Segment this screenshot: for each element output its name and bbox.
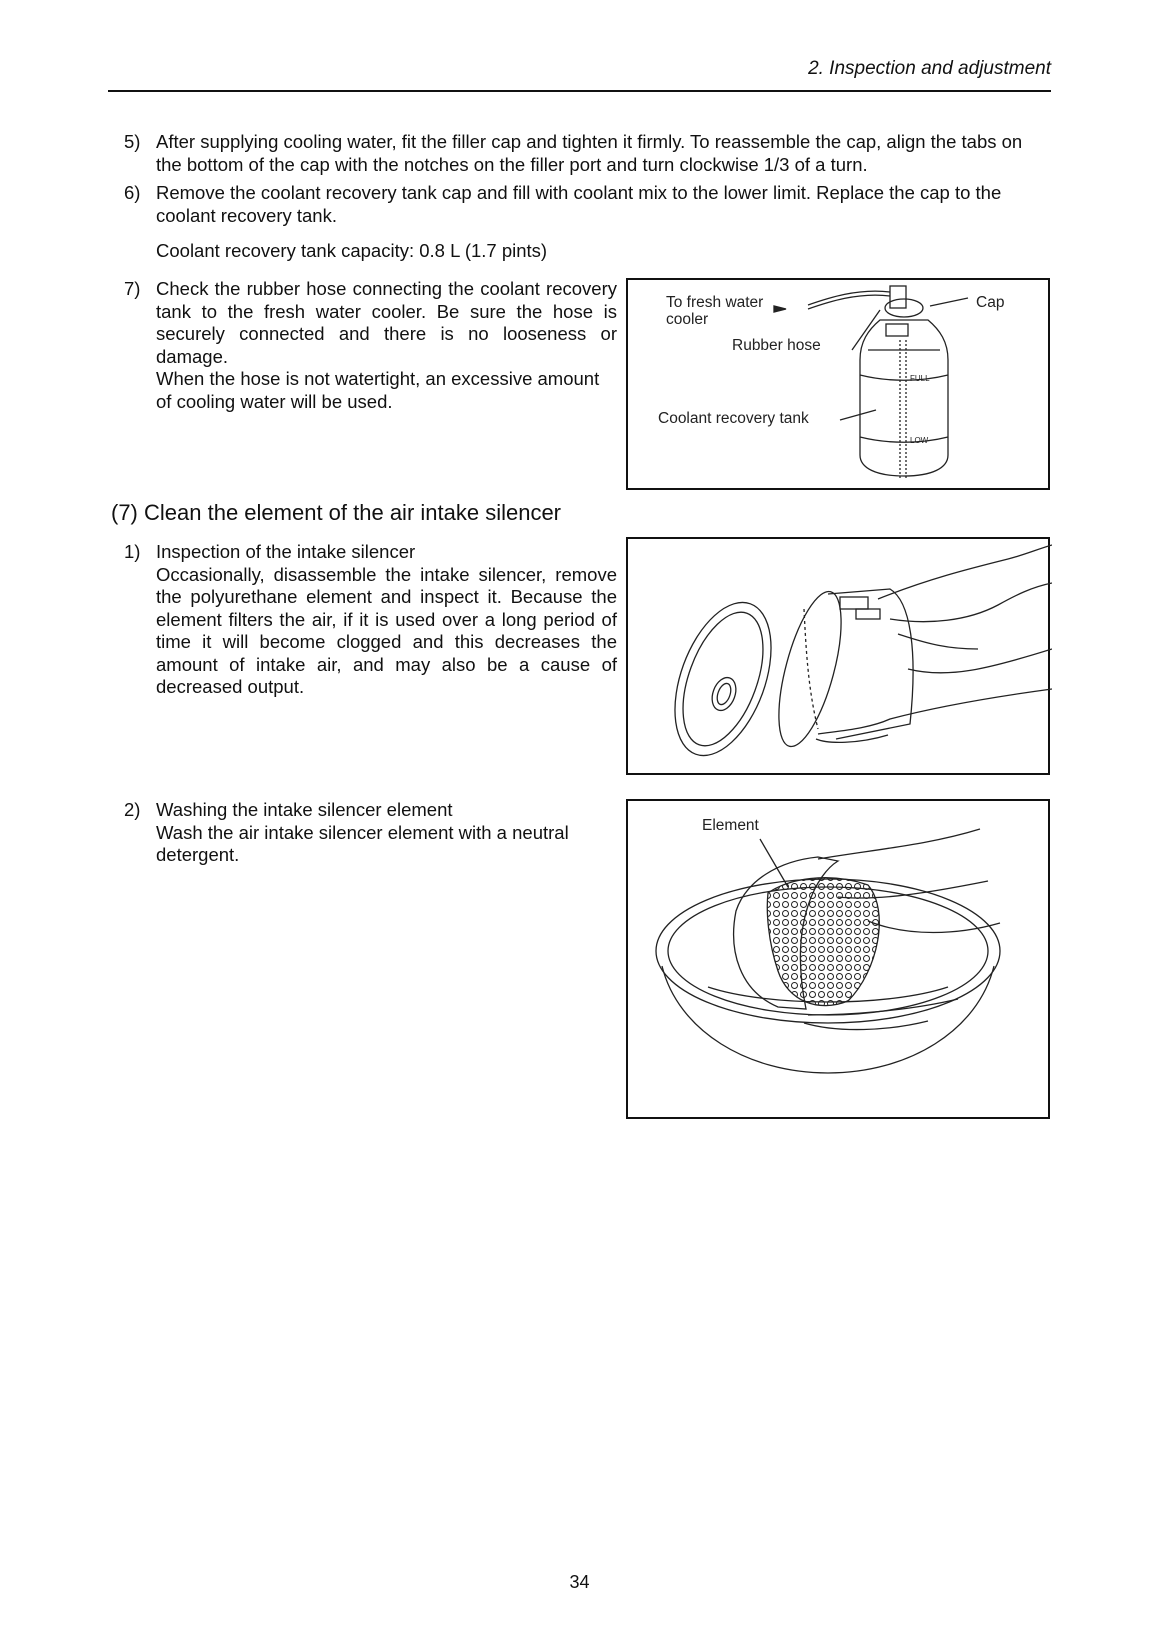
sub-title: Washing the intake silencer element	[156, 799, 453, 820]
sub-item-2	[124, 799, 617, 867]
page-header	[108, 56, 1051, 92]
cap-label: Cap	[976, 294, 1005, 311]
step-text-note: When the hose is not watertight, an excessive amount of cooling water will be used.	[156, 368, 600, 412]
full-mark: FULL	[910, 374, 930, 383]
section-title: 2. Inspection and adjustment	[808, 58, 1051, 79]
step-number: 6)	[124, 182, 141, 203]
step-6	[124, 182, 1050, 227]
section-heading: (7) Clean the element of the air intake silencer	[111, 500, 562, 525]
step-text: Check the rubber hose connecting the coolant recovery tank to the fresh water cooler. Be sure the hose is securely connected and there is no looseness or damage.	[156, 278, 617, 367]
sub-number: 2)	[124, 799, 141, 820]
washing-illustration	[628, 801, 1052, 1121]
washing-figure	[626, 799, 1050, 1119]
step-5	[124, 131, 1050, 176]
step-number: 7)	[124, 278, 141, 299]
step-text: After supplying cooling water, fit the filler cap and tighten it firmly. To reassemble the cap, align the tabs on the bottom of the cap with the notches on the filler port and turn clockwise 1/3 of a turn.	[156, 131, 1023, 175]
sub-title: Inspection of the intake silencer	[156, 541, 416, 562]
coolant-tank-figure	[626, 278, 1050, 490]
step-text: Remove the coolant recovery tank cap and fill with coolant mix to the lower limit. Replace the cap to the coolant recovery tank.	[156, 182, 1002, 226]
sub-number: 1)	[124, 541, 141, 562]
sub-text: Occasionally, disassemble the intake silencer, remove the polyurethane element and inspect it. Because the element filters the air, if it is used over a long period of time it will become clogged and this decreases the amount of intake air, and may also be a cause of decreased output.	[156, 563, 617, 697]
fresh-water-label: To fresh water	[666, 294, 764, 311]
rubber-hose-label: Rubber hose	[732, 337, 821, 354]
step-7	[124, 278, 617, 413]
intake-silencer-figure	[626, 537, 1050, 775]
sub-text: Wash the air intake silencer element with a neutral detergent.	[156, 821, 569, 865]
sub-item-1	[124, 541, 617, 699]
step-number: 5)	[124, 131, 141, 152]
page-number: 34	[569, 1572, 590, 1592]
low-mark: LOW	[910, 436, 929, 445]
capacity-note: Coolant recovery tank capacity: 0.8 L (1.7 pints)	[156, 240, 548, 261]
tank-label: Coolant recovery tank	[658, 410, 809, 427]
intake-silencer-illustration	[628, 539, 1052, 777]
element-label: Element	[702, 817, 759, 834]
cooler-label: cooler	[666, 311, 709, 328]
